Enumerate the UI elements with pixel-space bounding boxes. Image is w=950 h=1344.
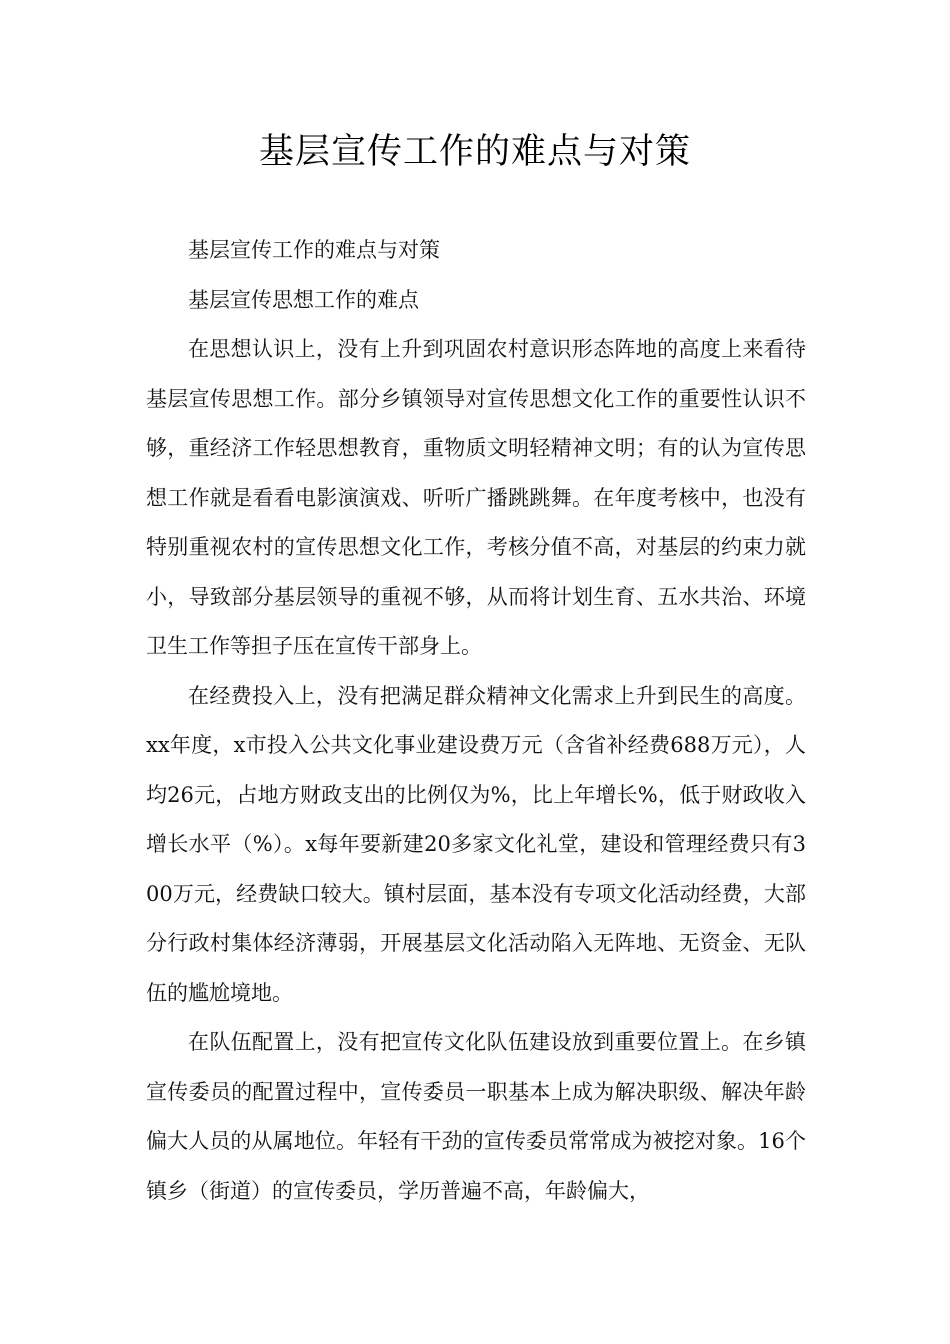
paragraph-section-heading: 基层宣传思想工作的难点 [188, 287, 419, 312]
paragraph-subtitle: 基层宣传工作的难点与对策 [188, 238, 440, 262]
paragraph-thinking-awareness: 在思想认识上，没有上升到巩固农村意识形态阵地的高度上来看待基层宣传思想工作。部分乡镇领导对宣传思想文化工作的重要性认识不够，重经济工作轻思想教育，重物质文明轻精神文明；有的认为宣传思想工作就是看看电影演演戏、听听广播跳跳舞。在年度考核中，也没有特别重视农村的宣传思想文化工作，考核分值不高，对基层的约束力就小，导致部分基层领导的重视不够，从而将计划生育、五水共治、环境卫生工作等担子压在宣传干部身上。 [146, 337, 806, 658]
paragraph-team-staffing: 在队伍配置上，没有把宣传文化队伍建设放到重要位置上。在乡镇宣传委员的配置过程中，宣传委员一职基本上成为解决职级、解决年龄偏大人员的从属地位。年轻有干劲的宣传委员常常成为被挖对象。16个镇乡（街道）的宣传委员，学历普遍不高，年龄偏大， [146, 1030, 806, 1203]
document-title: 基层宣传工作的难点与对策 [258, 132, 691, 172]
paragraph-funding-input: 在经费投入上，没有把满足群众精神文化需求上升到民生的高度。xx年度，x市投入公共文化事业建设费万元（含省补经费688万元），人均26元，占地方财政支出的比例仅为%，比上年增长%，低于财政收入增长水平（%）。x每年要新建20多家文化礼堂，建设和管理经费只有300万元，经费缺口较大。镇村层面，基本没有专项文化活动经费，大部分行政村集体经济薄弱，开展基层文化活动陷入无阵地、无资金、无队伍的尴尬境地。 [146, 683, 806, 1005]
document-body [146, 226, 806, 1216]
